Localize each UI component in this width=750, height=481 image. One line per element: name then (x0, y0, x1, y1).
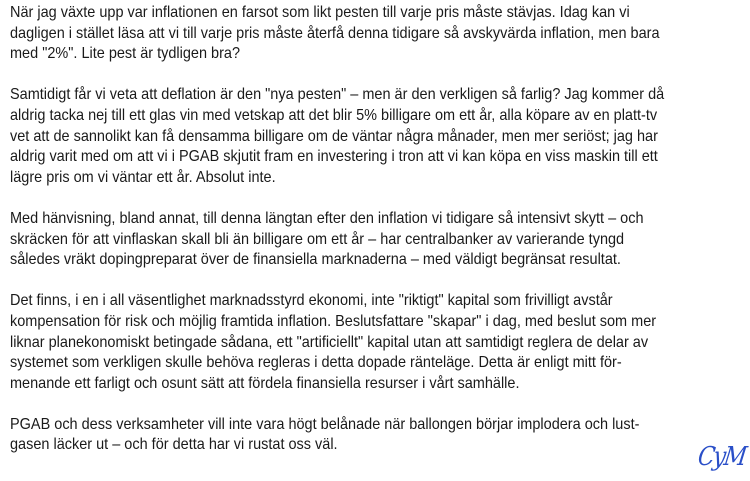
text-line: kompensation för risk och möjlig framtida inflation. Beslutsfattare "skapar" i dag, med beslut som mer (10, 312, 657, 330)
text-line: PGAB och dess verksamheter vill inte vara högt belånade när ballongen börjar implodera och lust- (10, 415, 640, 433)
text-line: dagligen i stället läsa att vi till varje pris måste återfå denna tidigare så avskyvärda inflation, men bara (10, 24, 660, 42)
text-line: liknar planekonomiskt betingade sådana, ett "artificiellt" kapital utan att samtidigt reglera de delar av (10, 333, 649, 351)
text-line: aldrig varit med om att vi i PGAB skjutit fram en investering i tron att vi kan köpa en viss maskin till ett (10, 148, 658, 166)
paragraph (10, 415, 733, 456)
text-line: Det finns, i en i all väsentlighet marknadsstyrd ekonomi, inte "riktigt" kapital som frivilligt avstår (10, 292, 613, 310)
handwritten-signature: CyM (696, 442, 748, 472)
text-line: När jag växte upp var inflationen en farsot som likt pesten till varje pris måste stävjas. Idag kan vi (10, 4, 630, 21)
text-line: systemet som verkligen skulle behöva regleras i detta dopade ränteläge. Detta är enligt mitt för- (10, 354, 622, 372)
paragraph (10, 85, 733, 188)
text-line: aldrig tacka nej till ett glas vin med vetskap att det blir 5% billigare om ett år, alla köpare av en platt-tv (10, 106, 658, 124)
text-line: skräcken för att vinflaskan skall bli än billigare om ett år – har centralbanker av varierande tyngd (10, 230, 625, 248)
paragraph (10, 3, 733, 65)
document-body (10, 3, 733, 477)
paragraph (10, 291, 733, 394)
paragraph (10, 209, 733, 271)
text-line: menande ett farligt och osunt sätt att fördela finansiella resurser i vårt samhälle. (10, 374, 520, 392)
text-line: vet att de sannolikt kan få densamma billigare om de väntar några månader, men mer seriöst; jag har (10, 127, 658, 145)
text-line: lägre pris om vi väntar ett år. Absolut inte. (10, 168, 276, 186)
text-line: med "2%". Lite pest är tydligen bra? (10, 45, 241, 63)
text-line: således vräkt dopingpreparat över de finansiella marknaderna – med väldigt begränsat resultat. (10, 251, 621, 269)
text-line: gasen läcker ut – och för detta har vi rustat oss väl. (10, 436, 338, 454)
text-line: Samtidigt får vi veta att deflation är den "nya pesten" – men är den verkligen så farlig? Jag kommer då (10, 86, 665, 104)
text-line: Med hänvisning, bland annat, till denna längtan efter den inflation vi tidigare så intensivt skytt – och (10, 209, 644, 227)
